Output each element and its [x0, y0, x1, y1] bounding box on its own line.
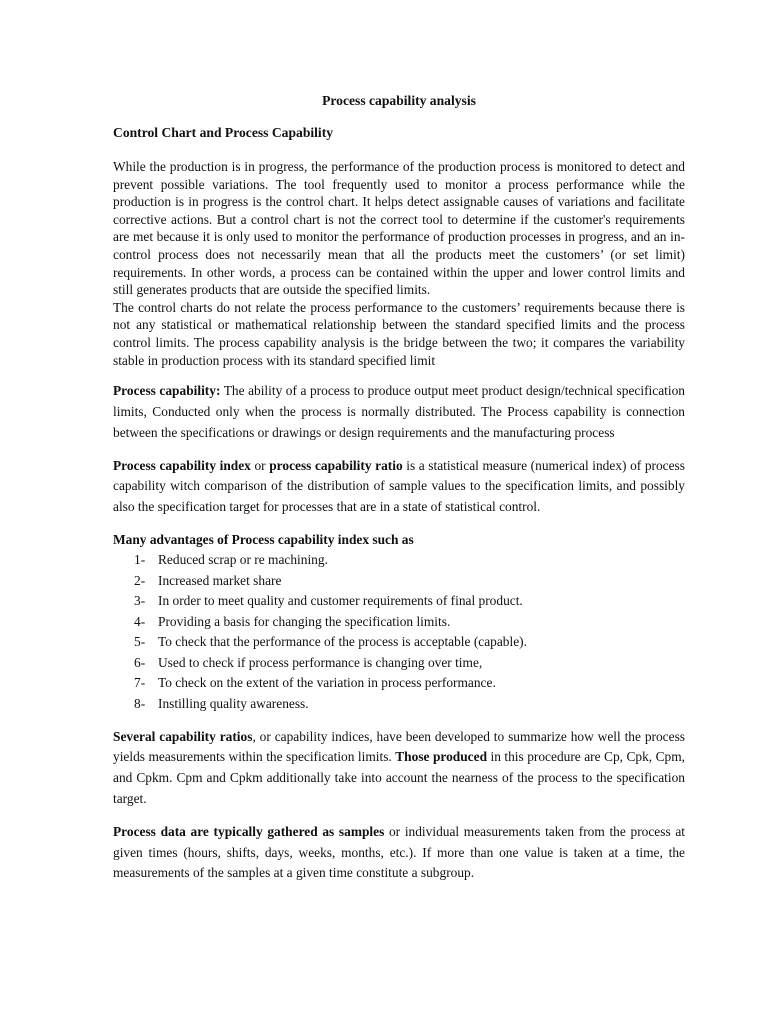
ratios-text-1: , or capability indices, have been developed to summarize how well the process yields measurements within the specification limits.	[113, 728, 685, 765]
index-term-2: process capability ratio	[269, 457, 403, 473]
capability-term: Process capability:	[113, 383, 221, 399]
list-item: 7- To check on the extent of the variation in process performance.	[134, 675, 496, 691]
ratios-term: Several capability ratios	[113, 728, 253, 744]
ratios-term-2: Those produced	[395, 749, 488, 765]
advantages-list	[113, 550, 685, 715]
list-item: 8- Instilling quality awareness.	[134, 696, 309, 712]
samples-term: Process data are typically gathered as samples	[113, 823, 385, 839]
section-heading: Control Chart and Process Capability	[113, 125, 334, 140]
ratios-text-2: in this procedure are Cp, Cpk, Cpm, and Cpkm. Cpm and Cpkm additionally take into account the nearness of the process to the specification target.	[113, 749, 685, 807]
index-connector: or	[250, 457, 270, 473]
capability-paragraph	[113, 381, 685, 443]
list-item: 4- Providing a basis for changing the specification limits.	[134, 613, 451, 629]
list-item: 2- Increased market share	[134, 572, 282, 588]
list-item: 3- In order to meet quality and customer requirements of final product.	[134, 593, 523, 609]
list-item: 5- To check that the performance of the process is acceptable (capable).	[134, 634, 527, 650]
samples-paragraph	[113, 822, 685, 884]
advantages-heading: Many advantages of Process capability index such as	[113, 531, 414, 547]
capability-text: The ability of a process to produce output meet product design/technical specification limits, Conducted only when the process is normally distributed. The Process capability is connection between the specifications or drawings or design requirements and the manufacturing process	[113, 383, 685, 440]
index-paragraph	[113, 456, 685, 518]
list-item: 6- Used to check if process performance is changing over time,	[134, 654, 483, 670]
list-item: 1- Reduced scrap or re machining.	[134, 551, 328, 567]
page-title: Process capability analysis	[322, 93, 476, 108]
index-text: is a statistical measure (numerical index) of process capability witch comparison of the distribution of sample values to the specification limits, and possibly also the specification target for processes that are in a state of statistical control.	[113, 457, 685, 515]
index-term-1: Process capability index	[113, 457, 251, 473]
samples-text: or individual measurements taken from the process at given times (hours, shifts, days, weeks, months, etc.). If more than one value is taken at a time, the measurements of the samples at a given time constitute a subgroup.	[113, 823, 685, 881]
intro-paragraph-2: The control charts do not relate the process performance to the customers’ requirements because there is not any statistical or mathematical relationship between the standard specified limits and the process control limits. The process capability analysis is the bridge between the two; it compares the variability stable in production process with its standard specified limit	[113, 299, 685, 368]
ratios-paragraph	[113, 727, 685, 810]
intro-paragraph-1: While the production is in progress, the performance of the production process is monitored to detect and prevent possible variations. The tool frequently used to monitor a process performance while the production is in progress is the control chart. It helps detect assignable causes of variations and facilitate corrective actions. But a control chart is not the correct tool to determine if the customer's requirements are met because it is only used to monitor the performance of production processes in progress, and an in-control process does not necessarily mean that all the products meet the customers’ (or set limit) requirements. In other words, a process can be contained within the upper and lower control limits and still generates products that are outside the specified limits.	[113, 159, 685, 298]
